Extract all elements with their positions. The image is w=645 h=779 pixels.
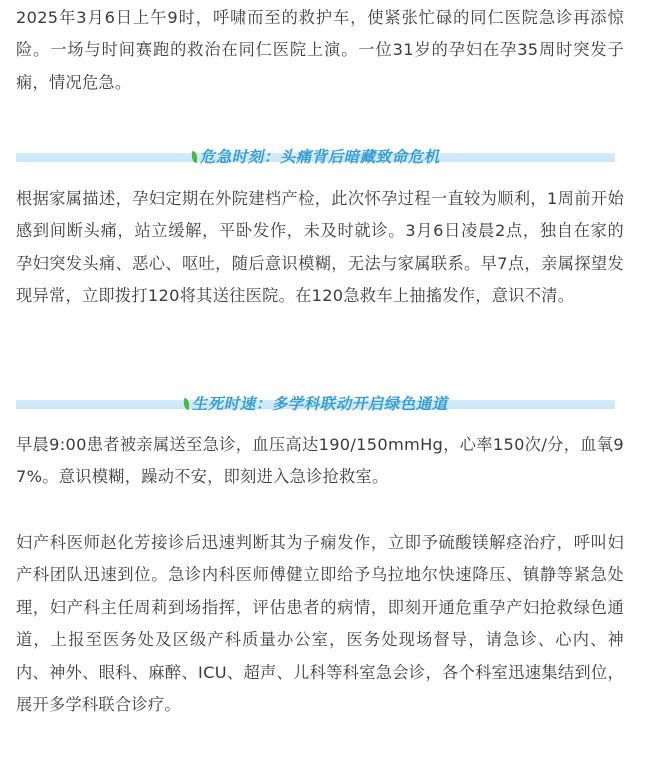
intro-paragraph: 2025年3月6日上午9时，呼啸而至的救护车，使紧张忙碌的同仁医院急诊再添惊险。一场与时间赛跑的救治在同仁医院上演。一位31岁的孕妇在孕35周时突发子痫，情况危急。 [16,8,624,92]
admission-paragraph: 早晨9:00患者被亲属送至急诊，血压高达190/150mmHg，心率150次/分，血氧97%。意识模糊，躁动不安，即刻进入急诊抢救室。 [16,435,624,487]
section-title-danger-text: 危急时刻：头痛背后暗藏致命危机 [198,148,443,166]
section-title-rescue [180,393,451,415]
symptom-paragraph: 根据家属描述，孕妇定期在外院建档产检，此次怀孕过程一直较为顺利，1周前开始感到间断头痛，站立缓解，平卧发作，未及时就诊。3月6日凌晨2点，独自在家的孕妇突发头痛、恶心、呕吐，随后意识模糊，无法与家属联系。早7点，亲属探望发现异常，立即拨打120将其送往医院。在120急救车上抽搐发作，意识不清。 [16,189,624,306]
section-banner-rescue [16,397,615,415]
section-banner-danger [16,150,615,168]
section-title-rescue-text: 生死时速：多学科联动开启绿色通道 [190,395,451,413]
treatment-paragraph: 妇产科医师赵化芳接诊后迅速判断其为子痫发作，立即予硫酸镁解痉治疗，呼叫妇产科团队迅速到位。急诊内科医师傅健立即给予乌拉地尔快速降压、镇静等紧急处理，妇产科主任周莉到场指挥，评估患者的病情，即刻开通危重孕产妇抢救绿色通道，上报至医务处及区级产科质量办公室，医务处现场督导，请急诊、心内、神内、神外、眼科、麻醉、ICU、超声、儿科等科室急会诊，各个科室迅速集结到位，展开多学科联合诊疗。 [16,533,624,715]
section-title-danger [188,146,443,168]
